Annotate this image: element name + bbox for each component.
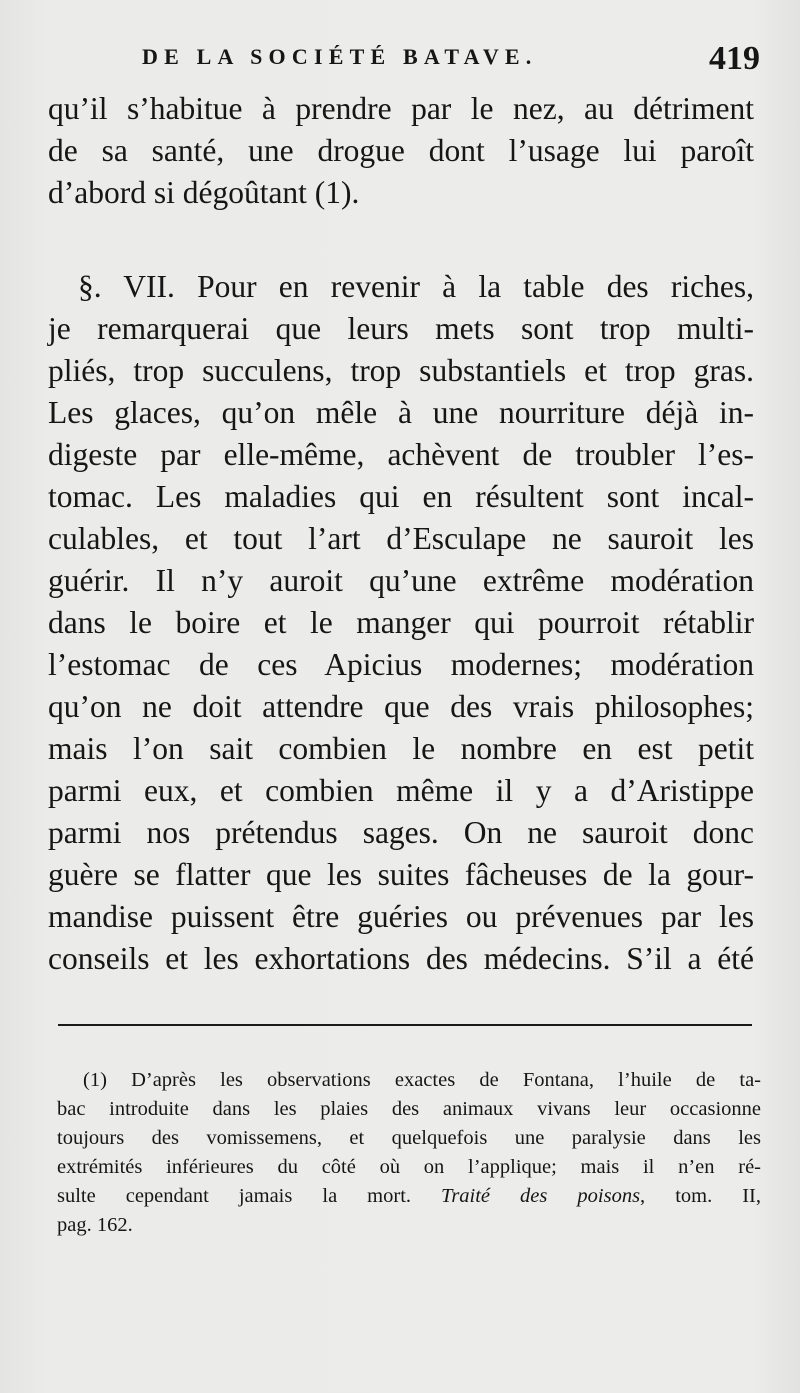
footnote-rule	[58, 1024, 752, 1026]
text-line: je remarquerai que leurs mets sont trop multi-	[48, 311, 754, 346]
text-line: mais l’on sait combien le nombre en est petit	[48, 731, 754, 766]
text-line: conseils et les exhortations des médecins. S’il a été	[48, 941, 754, 976]
text-line: l’estomac de ces Apicius modernes; modération	[48, 647, 754, 682]
footnote-line: extrémités inférieures du côté où on l’applique; mais il n’en ré-	[57, 1156, 761, 1178]
text-line: guère se flatter que les suites fâcheuses de la gour-	[48, 857, 754, 892]
footnote-line: pag. 162.	[57, 1214, 133, 1236]
text-line: parmi eux, et combien même il y a d’Aristippe	[48, 773, 754, 808]
paragraph-gap	[48, 214, 754, 266]
footnote-line-citation	[57, 1182, 761, 1211]
text-line: Les glaces, qu’on mêle à une nourriture déjà in-	[48, 395, 754, 430]
citation-rest: , tom. II,	[640, 1185, 761, 1207]
text-line: dans le boire et le manger qui pourroit rétablir	[48, 605, 754, 640]
text-line: digeste par elle-même, achèvent de troubler l’es-	[48, 437, 754, 472]
text-line: mandise puissent être guéries ou prévenues par les	[48, 899, 754, 934]
footnote	[57, 1066, 761, 1240]
text-line: guérir. Il n’y auroit qu’une extrême modération	[48, 563, 754, 598]
text-line: qu’on ne doit attendre que des vrais philosophes;	[48, 689, 754, 724]
footnote-line: (1) D’après les observations exactes de Fontana, l’huile de ta-	[83, 1069, 761, 1091]
footnote-line: toujours des vomissemens, et quelquefois une paralysie dans les	[57, 1127, 761, 1149]
text-line: culables, et tout l’art d’Esculape ne sauroit les	[48, 521, 754, 556]
text-line: parmi nos prétendus sages. On ne sauroit donc	[48, 815, 754, 850]
main-text	[48, 88, 754, 980]
running-title: DE LA SOCIÉTÉ BATAVE.	[142, 44, 538, 69]
footnote-line-text: sulte cependant jamais la mort.	[57, 1185, 412, 1207]
text-line: d’abord si dégoûtant (1).	[48, 175, 360, 210]
text-line: de sa santé, une drogue dont l’usage lui paroît	[48, 133, 754, 168]
footnote-line: bac introduite dans les plaies des animaux vivans leur occasionne	[57, 1098, 761, 1120]
text-line: pliés, trop succulens, trop substantiels et trop gras.	[48, 353, 754, 388]
text-line: tomac. Les maladies qui en résultent sont incal-	[48, 479, 754, 514]
page-header	[140, 40, 770, 90]
text-line: qu’il s’habitue à prendre par le nez, au détriment	[48, 91, 754, 126]
section-heading-line: §. VII. Pour en revenir à la table des riches,	[78, 269, 754, 304]
citation-title: Traité des poisons	[441, 1185, 641, 1207]
page-number: 419	[709, 40, 760, 77]
